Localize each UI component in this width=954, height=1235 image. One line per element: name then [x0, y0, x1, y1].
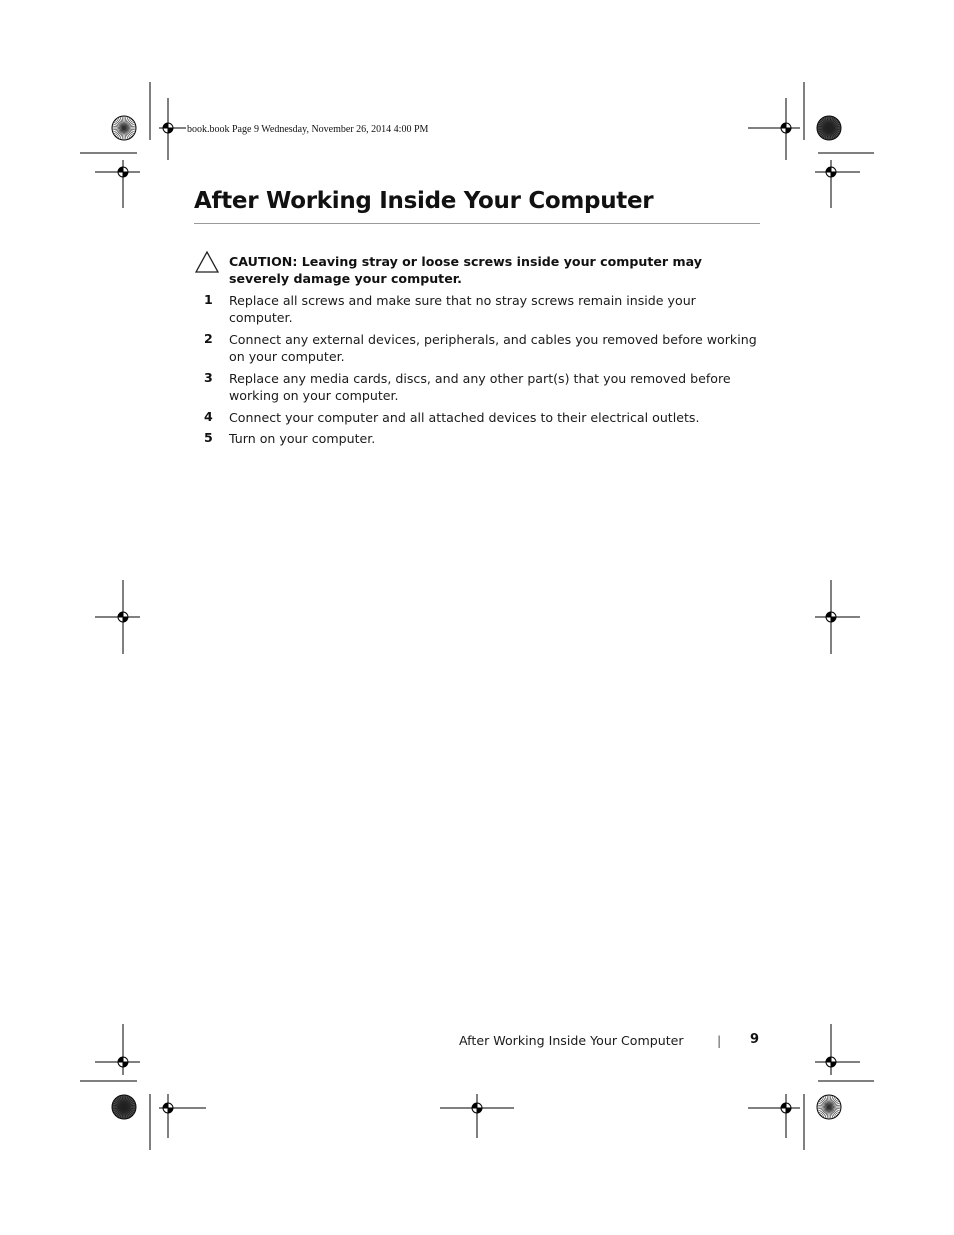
- starburst-mark-icon: [817, 1095, 841, 1119]
- footer-running-title: After Working Inside Your Computer: [459, 1033, 684, 1048]
- step-number: 4: [204, 409, 213, 424]
- step-number: 1: [204, 292, 213, 307]
- step-text: Replace all screws and make sure that no stray screws remain inside your computer.: [229, 293, 696, 325]
- slug-line: book.book Page 9 Wednesday, November 26, 2014 4:00 PM: [187, 124, 429, 135]
- step-text: Connect your computer and all attached devices to their electrical outlets.: [229, 410, 700, 425]
- step-text: Replace any media cards, discs, and any other part(s) that you removed before working on your computer.: [229, 371, 731, 403]
- caution-triangle-icon: [195, 251, 219, 273]
- title-rule: [194, 223, 760, 224]
- page-number: 9: [750, 1032, 760, 1047]
- step-text: Connect any external devices, peripherals, and cables you removed before working on your computer.: [229, 332, 757, 364]
- step-text: Turn on your computer.: [229, 431, 376, 446]
- step-number: 5: [204, 430, 213, 445]
- starburst-mark-icon: [112, 1095, 136, 1119]
- starburst-mark-icon: [112, 116, 136, 140]
- page-title: After Working Inside Your Computer: [194, 188, 654, 214]
- caution-text: CAUTION: Leaving stray or loose screws inside your computer may severely damage your computer.: [229, 254, 702, 286]
- step-number: 3: [204, 370, 213, 385]
- step-number: 2: [204, 331, 213, 346]
- footer-separator: |: [717, 1033, 722, 1048]
- starburst-mark-icon: [817, 116, 841, 140]
